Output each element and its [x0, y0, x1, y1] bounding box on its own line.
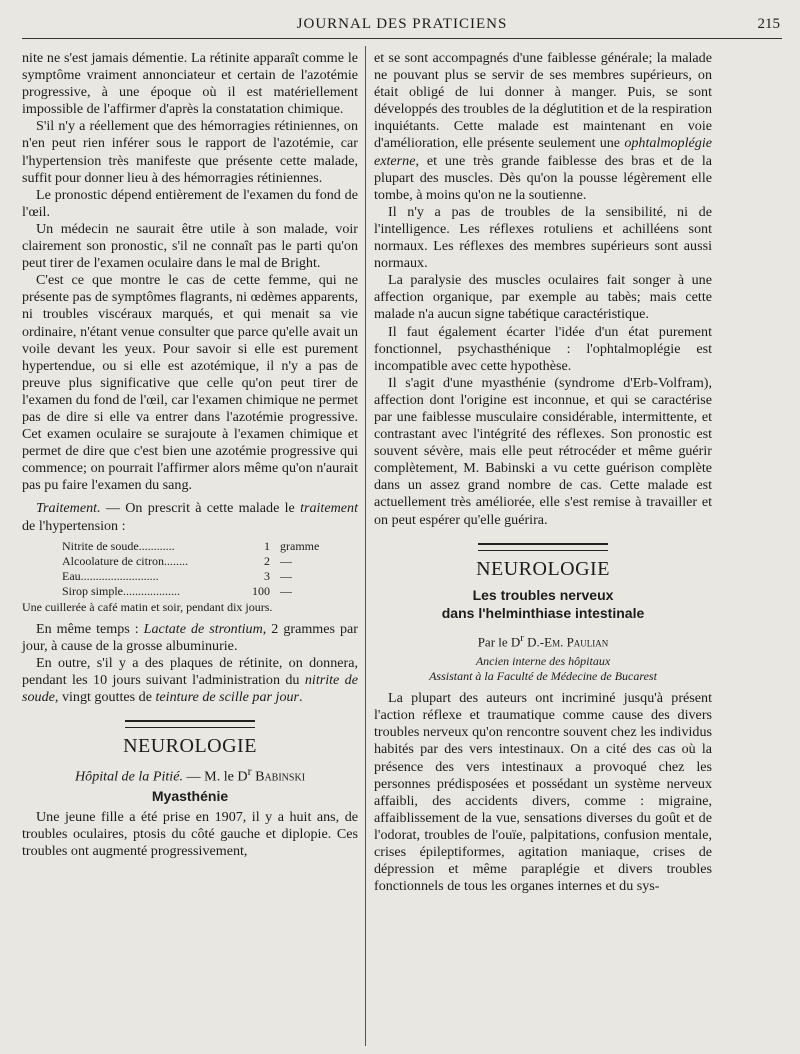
author-line — [374, 630, 712, 650]
unit: — — [280, 583, 292, 598]
quantity: 100 — [252, 583, 270, 598]
author-name: Babinski — [255, 768, 306, 785]
text-run: En même temps : — [36, 620, 144, 637]
hospital-name: Hôpital de la Pitié. — [74, 768, 184, 785]
prescription-row — [62, 584, 358, 599]
unit: gramme — [280, 538, 320, 553]
paragraph: La paralysie des muscles oculaires fait songer à une affection organique, par exemple au tabès; mais cette malade n'a aucun signe tabétique caractéristique. — [374, 272, 712, 323]
unit: — — [280, 568, 292, 583]
ingredient: Nitrite de soude............ — [62, 538, 175, 553]
text-run: , vingt gouttes de — [54, 689, 156, 705]
section-separator — [478, 543, 608, 551]
journal-title: JOURNAL DES PRATICIENS — [296, 16, 508, 32]
paragraph: Il n'y a pas de troubles de la sensibilité, ni de l'intelligence. Les réflexes rotuliens et achilléens sont normaux. Les réflexes des membres supérieurs sont aussi normaux. — [374, 203, 712, 272]
paragraph: Il faut également écarter l'idée d'un état purement fonctionnel, psychasthénique : l'ophtalmoplégie est incompatible avec cette hypothèse. — [374, 323, 712, 374]
text-run: En outre, s'il y a des plaques de rétinite, on donnera, pendant les 10 jours suivant l'administration du — [22, 654, 358, 688]
affiliation-line: Ancien interne des hôpitaux — [475, 654, 611, 669]
column-divider — [365, 46, 366, 1046]
text-run: , 2 grammes par jour, à cause de la grosse albuminurie. — [22, 620, 358, 654]
prescription-row — [62, 539, 358, 554]
author-name: D.-Em. Paulian — [523, 634, 609, 650]
treatment-label: Traitement. — [36, 500, 101, 517]
paragraph: nite ne s'est jamais démentie. La rétinite apparaît comme le symptôme vraiment annonciateur et certain de l'azotémie progressive, à une époque où il est matériellement impossible de l'affirmer d'après la constatation chimique. — [22, 50, 358, 118]
drug-name: nitrite de soude — [22, 671, 358, 705]
running-header — [22, 14, 782, 39]
unit: — — [280, 553, 292, 568]
text-run: Par le D — [477, 634, 521, 650]
paragraph: Une jeune fille a été prise en 1907, il y a huit ans, de troubles oculaires, ptosis du côté gauche et diplopie. Ces troubles ont augmenté progressivement, — [22, 809, 358, 860]
ingredient: Sirop simple................... — [62, 583, 181, 598]
paragraph — [22, 655, 358, 706]
right-column — [374, 50, 712, 895]
text-run: r — [247, 765, 252, 779]
article-title-line: dans l'helminthiase intestinale — [441, 604, 645, 621]
section-title: NEUROLOGIE — [476, 557, 610, 580]
ingredient: Eau.......................... — [62, 568, 159, 583]
paragraph — [374, 50, 712, 204]
page-number: 215 — [757, 16, 780, 32]
article-title: Myasthénie — [151, 787, 229, 804]
quantity: 1 — [264, 538, 270, 553]
section-title: NEUROLOGIE — [123, 735, 257, 758]
prescription-note: Une cuillerée à café matin et soir, pendant dix jours. — [22, 599, 273, 614]
prescription-row — [62, 569, 358, 584]
treatment-italic: traitement — [300, 500, 358, 517]
text-run: . — [299, 689, 303, 705]
article-title — [374, 586, 712, 622]
prescription — [62, 539, 358, 599]
prescription-row — [62, 554, 358, 569]
text-run: — M. le D — [183, 768, 248, 785]
treatment-paragraph — [22, 500, 358, 534]
quantity: 3 — [264, 568, 270, 583]
drug-name: Lactate de strontium — [143, 620, 263, 637]
left-column — [22, 50, 358, 860]
treatment-end: de l'hypertension : — [22, 517, 126, 534]
paragraph: Un médecin ne saurait être utile à son malade, voir clairement son pronostic, s'il ne connaît pas le parti qu'on peut tirer de l'examen oculaire dans le mal de Bright. — [22, 220, 358, 272]
text-run: , et une très grande faiblesse des bras et de la plupart des muscles. Dès qu'on la pousse légèrement elle tombe, à moins qu'on ne la soutienne. — [374, 152, 712, 203]
paragraph: S'il n'y a réellement que des hémorragies rétiniennes, on n'en peut rien inférer sous le rapport de l'azotémie, car l'hypertension très manifeste que présente cette malade, suffit pour donner lieu à des hémorragies rétiniennes. — [22, 118, 358, 186]
paragraph: C'est ce que montre le cas de cette femme, qui ne présente pas de symptômes flagrants, ni œdèmes apparents, ni troubles viscéraux marqués, et qui menait sa vie ordinaire, n'étant venue consulter que parce qu'elle avait un voile devant les yeux. Pour savoir si elle est purement hypertendue, ou si elle est azotémique, il n'y a pas de preuve plus significative que celle qu'on peut tirer de l'examen du fond de l'œil, car l'examen chimique ne permet pas de dire si elle va entrer dans l'azotémie progressive. Cet examen oculaire se surajoute à l'examen chimique et permet de dire que c'est bien une azotémie progressive qui commence; on pourrait l'affirmer alors même qu'on n'aurait pas pu faire l'examen du sang. — [22, 272, 358, 494]
paragraph: La plupart des auteurs ont incriminé jusqu'à présent l'action réflexe et traumatique comme cause des divers troubles nerveux qu'on rencontre souvent chez les individus habités par des vers intestinaux. On a cité des cas où la présence des vers intestinaux a provoqué chez les personnes prédisposées et possédant un système nerveux affaibli, des accidents divers, comme : migraine, affaiblissement de la vue, sensations diverses du goût et de l'odorat, troubles de l'ouïe, palpitations, confusion mentale, crises épileptiformes, agitation maniaque, crises de dépression et même paraplégie et divers troubles fonctionnels de tous les organes internes et du sys- — [374, 690, 712, 895]
treatment-text: — On prescrit à cette malade le — [100, 500, 301, 517]
article-title-line: Les troubles nerveux — [472, 586, 614, 603]
quantity: 2 — [264, 553, 270, 568]
ingredient: Alcoolature de citron........ — [62, 553, 188, 568]
drug-name: teinture de scille par jour — [155, 689, 300, 705]
text-run: r — [520, 631, 524, 644]
affiliation-line: Assistant à la Faculté de Médecine de Bucarest — [429, 669, 657, 684]
paragraph: Le pronostic dépend entièrement de l'examen du fond de l'œil. — [22, 186, 358, 220]
section-separator — [125, 720, 255, 728]
article-byline — [22, 763, 358, 786]
paragraph: Il s'agit d'une myasthénie (syndrome d'Erb-Volfram), affection dont l'origine est inconnue, et qui se caractérise par une faiblesse musculaire considérable, intermittente, et contrastant avec l'intégrité des réflexes. Son pronostic est souvent sévère, mais elle peut rétrocéder et même guérir complètement, M. Babinski a vu cette guérison complète dans un assez grand nombre de cas. Cette malade est actuellement très améliorée, elle s'est remise à travailler et on peut espérer qu'elle guérira. — [374, 374, 712, 528]
text-run: et se sont accompagnés d'une faiblesse générale; la malade ne pouvant plus se servir de ses membres supérieurs, on était obligé de lui donner à manger. Puis, se sont développés des troubles de la déglutition et de la respiration inquiétants. Cette malade est maintenant en voie d'amélioration, elle présente seulement une — [374, 50, 712, 152]
term: ophtalmoplégie externe — [374, 135, 712, 169]
paragraph — [22, 621, 358, 655]
author-affiliation — [374, 654, 712, 684]
